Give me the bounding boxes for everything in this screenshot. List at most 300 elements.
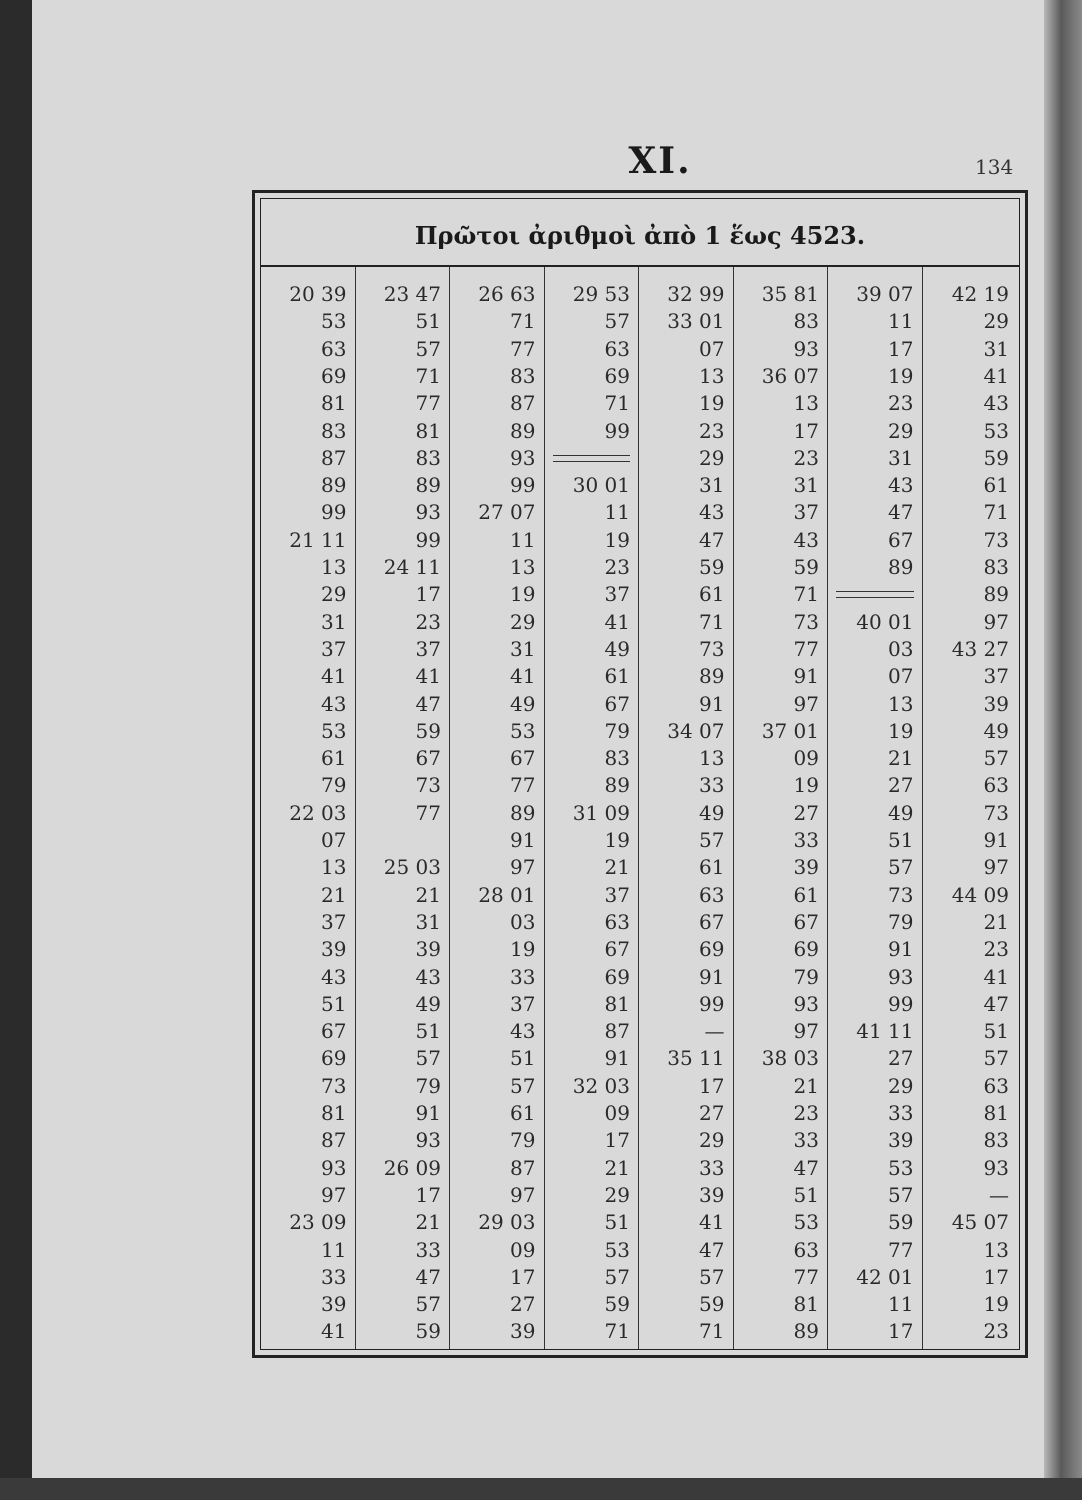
prime-cell: 81 — [983, 1101, 1009, 1125]
prime-cell: 89 — [510, 800, 536, 825]
prime-cell: 93 — [415, 1128, 441, 1153]
prime-cell: 67 — [699, 909, 725, 934]
prime-cell: 97 — [983, 609, 1009, 634]
prime-cell: 47 — [699, 1237, 725, 1262]
table-column-5 — [639, 267, 734, 1349]
prime-cell: 33 — [793, 828, 819, 852]
prime-cell: 79 — [510, 1128, 536, 1153]
prime-cell: 47 — [983, 991, 1009, 1016]
prime-cell: 73 — [793, 609, 819, 634]
prime-cell: 39 — [321, 1292, 347, 1317]
prime-cell: 77 — [793, 1264, 819, 1289]
prime-cell: 97 — [983, 855, 1009, 880]
prime-cell: 59 — [415, 718, 441, 743]
prime-cell: 59 — [699, 555, 725, 579]
prime-cell: 25 03 — [383, 855, 441, 880]
prime-cell: 71 — [793, 582, 819, 607]
prime-cell: 73 — [888, 882, 914, 907]
prime-cell: 91 — [699, 691, 725, 716]
prime-cell: 89 — [604, 773, 630, 798]
prime-cell: 83 — [510, 363, 536, 388]
prime-cell: 93 — [510, 445, 536, 470]
prime-cell: 89 — [510, 418, 536, 443]
prime-cell: 67 — [793, 909, 819, 934]
prime-cell: 21 — [888, 746, 914, 771]
prime-cell: 99 — [604, 418, 630, 443]
prime-cell: 57 — [983, 1046, 1009, 1071]
page-number: 134 — [975, 155, 1014, 179]
prime-cell: 40 01 — [856, 609, 914, 634]
table-column-2 — [356, 267, 451, 1349]
prime-cell: 29 — [888, 1073, 914, 1098]
prime-cell: 57 — [888, 855, 914, 880]
prime-cell: 23 — [983, 1319, 1009, 1344]
prime-cell: 51 — [604, 1210, 630, 1235]
prime-cell: 03 — [510, 909, 536, 934]
prime-cell: 37 — [604, 582, 630, 607]
prime-cell: 24 11 — [383, 555, 441, 579]
page-edge — [1044, 0, 1082, 1500]
prime-cell: 97 — [321, 1182, 347, 1207]
prime-cell: 87 — [321, 445, 347, 470]
table-inner-border — [260, 198, 1020, 1350]
prime-cell: 83 — [983, 1128, 1009, 1153]
prime-cell: 22 03 — [289, 800, 347, 825]
prime-cell: 61 — [983, 473, 1009, 498]
prime-cell: 67 — [604, 691, 630, 716]
prime-cell: 81 — [793, 1292, 819, 1317]
prime-cell: 69 — [321, 1046, 347, 1071]
prime-cell: 21 — [983, 909, 1009, 934]
prime-cell: 69 — [793, 937, 819, 962]
prime-cell: 29 — [604, 1182, 630, 1207]
prime-cell: 23 09 — [289, 1210, 347, 1235]
prime-cell: 09 — [604, 1101, 630, 1125]
prime-cell: 77 — [888, 1237, 914, 1262]
prime-cell: 17 — [983, 1264, 1009, 1289]
prime-cell: 97 — [793, 1019, 819, 1044]
prime-cell: 19 — [888, 718, 914, 743]
prime-cell: 71 — [699, 609, 725, 634]
prime-cell: 39 — [321, 937, 347, 962]
prime-cell: 23 — [983, 937, 1009, 962]
prime-cell: 63 — [604, 909, 630, 934]
prime-cell: 61 — [793, 882, 819, 907]
prime-cell: 83 — [604, 746, 630, 771]
prime-cell: 49 — [888, 800, 914, 825]
prime-cell: 61 — [699, 855, 725, 880]
prime-cell: 59 — [415, 1319, 441, 1344]
prime-cell: 83 — [415, 445, 441, 470]
prime-cell: 71 — [510, 309, 536, 334]
prime-cell: 91 — [793, 664, 819, 689]
prime-cell: 26 09 — [383, 1155, 441, 1180]
prime-cell: 47 — [793, 1155, 819, 1180]
prime-cell: 57 — [699, 1264, 725, 1289]
prime-table — [252, 190, 1028, 1358]
prime-cell: 73 — [321, 1073, 347, 1098]
prime-cell: 91 — [604, 1046, 630, 1071]
prime-cell: 69 — [699, 937, 725, 962]
prime-cell: 28 01 — [478, 882, 536, 907]
prime-cell: 91 — [415, 1101, 441, 1125]
prime-cell: 26 63 — [478, 282, 536, 306]
prime-cell: 43 — [793, 527, 819, 552]
prime-cell: 71 — [415, 363, 441, 388]
prime-cell: 31 09 — [572, 800, 630, 825]
prime-cell: 41 — [604, 609, 630, 634]
prime-cell: 33 — [888, 1101, 914, 1125]
table-column-3 — [450, 267, 545, 1349]
prime-cell: 23 47 — [383, 282, 441, 306]
prime-cell: 13 — [793, 391, 819, 416]
prime-cell: 73 — [983, 800, 1009, 825]
prime-cell: 32 99 — [667, 282, 725, 306]
prime-cell: 97 — [793, 691, 819, 716]
prime-cell: 73 — [699, 636, 725, 661]
prime-cell: 49 — [699, 800, 725, 825]
prime-cell: 71 — [604, 391, 630, 416]
prime-cell: 63 — [699, 882, 725, 907]
prime-cell: 77 — [510, 773, 536, 798]
prime-cell: 33 — [321, 1264, 347, 1289]
prime-cell: 63 — [793, 1237, 819, 1262]
prime-cell: 59 — [983, 445, 1009, 470]
prime-cell: 41 — [321, 664, 347, 689]
prime-cell: 23 — [415, 609, 441, 634]
prime-cell: 51 — [888, 828, 914, 852]
prime-cell: 43 — [321, 964, 347, 989]
prime-cell: 77 — [793, 636, 819, 661]
prime-cell: 41 — [983, 363, 1009, 388]
prime-cell: 17 — [604, 1128, 630, 1153]
prime-cell: 29 — [510, 609, 536, 634]
prime-cell: 27 07 — [478, 500, 536, 525]
prime-cell: 37 — [415, 636, 441, 661]
prime-cell: 53 — [793, 1210, 819, 1235]
prime-cell: 91 — [888, 937, 914, 962]
prime-cell: 39 — [699, 1182, 725, 1207]
prime-cell: 39 07 — [856, 282, 914, 306]
prime-cell: 37 01 — [761, 718, 819, 743]
prime-cell: 93 — [793, 336, 819, 361]
prime-cell: 19 — [888, 363, 914, 388]
prime-cell: 20 39 — [289, 282, 347, 306]
prime-cell: 53 — [510, 718, 536, 743]
prime-cell: 43 — [983, 391, 1009, 416]
prime-cell: 59 — [699, 1292, 725, 1317]
prime-cell: 37 — [793, 500, 819, 525]
prime-cell: 11 — [604, 500, 630, 525]
prime-cell: — — [989, 1182, 1009, 1207]
prime-cell: 19 — [983, 1292, 1009, 1317]
prime-cell: 13 — [983, 1237, 1009, 1262]
prime-cell: 43 — [321, 691, 347, 716]
prime-cell: 73 — [983, 527, 1009, 552]
prime-cell: 77 — [415, 391, 441, 416]
prime-cell: 43 — [510, 1019, 536, 1044]
prime-cell: 49 — [604, 636, 630, 661]
prime-cell: 93 — [321, 1155, 347, 1180]
prime-cell: 53 — [983, 418, 1009, 443]
prime-cell: 47 — [699, 527, 725, 552]
page-bottom-edge — [0, 1478, 1082, 1500]
prime-cell: 57 — [415, 1046, 441, 1071]
prime-cell: 69 — [604, 964, 630, 989]
prime-cell: 97 — [510, 1182, 536, 1207]
prime-cell: 79 — [888, 909, 914, 934]
prime-cell: 23 — [793, 445, 819, 470]
prime-cell: 87 — [604, 1019, 630, 1044]
prime-cell: 71 — [604, 1319, 630, 1344]
prime-cell: 59 — [888, 1210, 914, 1235]
prime-cell: 42 01 — [856, 1264, 914, 1289]
prime-cell: 33 — [510, 964, 536, 989]
prime-cell: 53 — [321, 309, 347, 334]
prime-cell: 43 27 — [951, 636, 1009, 661]
prime-cell: 57 — [604, 309, 630, 334]
prime-cell: 39 — [510, 1319, 536, 1344]
prime-cell: 39 — [793, 855, 819, 880]
prime-cell: 47 — [415, 1264, 441, 1289]
prime-cell: 51 — [321, 991, 347, 1016]
prime-cell: 37 — [604, 882, 630, 907]
prime-cell: 11 — [510, 527, 536, 552]
prime-cell: 51 — [793, 1182, 819, 1207]
prime-cell: 37 — [983, 664, 1009, 689]
prime-cell: 61 — [321, 746, 347, 771]
prime-cell: 33 01 — [667, 309, 725, 334]
prime-cell: 89 — [983, 582, 1009, 607]
prime-cell: 31 — [888, 445, 914, 470]
prime-cell: 67 — [415, 746, 441, 771]
prime-cell: 33 — [415, 1237, 441, 1262]
prime-cell: 29 03 — [478, 1210, 536, 1235]
prime-cell: 67 — [321, 1019, 347, 1044]
prime-cell: 19 — [699, 391, 725, 416]
prime-cell: 79 — [321, 773, 347, 798]
prime-cell: 37 — [321, 909, 347, 934]
prime-cell: 97 — [510, 855, 536, 880]
table-column-1 — [261, 267, 356, 1349]
prime-cell: 47 — [415, 691, 441, 716]
prime-cell: 29 — [699, 1128, 725, 1153]
prime-cell: 43 — [888, 473, 914, 498]
prime-cell: 44 09 — [951, 882, 1009, 907]
prime-cell: 17 — [699, 1073, 725, 1098]
prime-cell: 27 — [888, 1046, 914, 1071]
prime-cell: 57 — [604, 1264, 630, 1289]
prime-cell: 81 — [604, 991, 630, 1016]
chapter-heading: XI. — [628, 140, 692, 182]
prime-cell: 17 — [415, 1182, 441, 1207]
prime-cell: 53 — [888, 1155, 914, 1180]
prime-cell: 07 — [888, 664, 914, 689]
prime-cell: 81 — [321, 1101, 347, 1125]
prime-cell: 31 — [415, 909, 441, 934]
prime-cell: 29 — [699, 445, 725, 470]
prime-cell: 21 — [415, 882, 441, 907]
prime-cell: 67 — [888, 527, 914, 552]
prime-cell: 99 — [510, 473, 536, 498]
prime-cell: 41 — [510, 664, 536, 689]
prime-cell: 27 — [793, 800, 819, 825]
prime-cell: 19 — [604, 527, 630, 552]
prime-cell: 23 — [699, 418, 725, 443]
prime-cell: 87 — [510, 1155, 536, 1180]
prime-cell: 41 — [415, 664, 441, 689]
prime-cell: 19 — [510, 582, 536, 607]
prime-cell: 91 — [510, 828, 536, 852]
prime-cell: 61 — [604, 664, 630, 689]
prime-cell: 31 — [793, 473, 819, 498]
prime-cell: 51 — [415, 1019, 441, 1044]
prime-cell: 17 — [888, 336, 914, 361]
prime-cell: 19 — [510, 937, 536, 962]
prime-cell: 31 — [699, 473, 725, 498]
prime-cell: 29 53 — [572, 282, 630, 306]
prime-cell: 89 — [793, 1319, 819, 1344]
prime-cell: 17 — [510, 1264, 536, 1289]
prime-cell: 07 — [699, 336, 725, 361]
prime-cell: 89 — [321, 473, 347, 498]
prime-cell: 27 — [888, 773, 914, 798]
table-column-8 — [923, 267, 1018, 1349]
prime-cell: 89 — [888, 555, 914, 579]
prime-cell: 31 — [983, 336, 1009, 361]
prime-cell: 51 — [510, 1046, 536, 1071]
prime-cell: 71 — [983, 500, 1009, 525]
prime-cell: 19 — [793, 773, 819, 798]
table-column-6 — [734, 267, 829, 1349]
prime-cell: 51 — [415, 309, 441, 334]
prime-cell: 69 — [604, 363, 630, 388]
double-rule — [553, 455, 631, 462]
prime-cell: 23 — [604, 555, 630, 579]
prime-cell: 36 07 — [761, 363, 819, 388]
prime-cell: 87 — [510, 391, 536, 416]
prime-cell: 41 — [699, 1210, 725, 1235]
prime-cell: 79 — [793, 964, 819, 989]
prime-cell: 79 — [415, 1073, 441, 1098]
prime-cell: 34 07 — [667, 718, 725, 743]
prime-cell: 57 — [415, 1292, 441, 1317]
prime-cell: 47 — [888, 500, 914, 525]
prime-cell: 37 — [510, 991, 536, 1016]
prime-cell: 13 — [699, 746, 725, 771]
prime-cell: 93 — [793, 991, 819, 1016]
table-column-7 — [828, 267, 923, 1349]
prime-cell: 57 — [888, 1182, 914, 1207]
prime-cell: 11 — [888, 309, 914, 334]
prime-cell: 43 — [415, 964, 441, 989]
prime-cell: 32 03 — [572, 1073, 630, 1098]
prime-cell: 67 — [510, 746, 536, 771]
prime-cell: 33 — [793, 1128, 819, 1153]
prime-cell: 93 — [888, 964, 914, 989]
prime-cell: 21 11 — [289, 527, 347, 552]
prime-cell: 93 — [415, 500, 441, 525]
prime-cell: 35 81 — [761, 282, 819, 306]
prime-cell: 21 — [321, 882, 347, 907]
prime-cell: 77 — [415, 800, 441, 825]
prime-cell: 38 03 — [761, 1046, 819, 1071]
prime-cell: 17 — [415, 582, 441, 607]
prime-cell: 41 — [321, 1319, 347, 1344]
prime-cell: 61 — [510, 1101, 536, 1125]
prime-cell: 30 01 — [572, 473, 630, 498]
prime-cell: 63 — [321, 336, 347, 361]
prime-cell: 33 — [699, 1155, 725, 1180]
prime-cell: 13 — [699, 363, 725, 388]
prime-cell: 41 11 — [856, 1019, 914, 1044]
prime-cell: 17 — [793, 418, 819, 443]
prime-cell: 09 — [793, 746, 819, 771]
prime-cell: 57 — [510, 1073, 536, 1098]
prime-cell: 21 — [415, 1210, 441, 1235]
prime-cell: 57 — [699, 828, 725, 852]
prime-cell: 87 — [321, 1128, 347, 1153]
prime-cell: 33 — [699, 773, 725, 798]
prime-cell: 13 — [321, 855, 347, 880]
prime-cell: 91 — [983, 828, 1009, 852]
prime-cell: 13 — [321, 555, 347, 579]
prime-cell: 77 — [510, 336, 536, 361]
prime-cell: 67 — [604, 937, 630, 962]
prime-cell: 99 — [321, 500, 347, 525]
prime-cell: 23 — [888, 391, 914, 416]
prime-cell: 29 — [321, 582, 347, 607]
table-columns — [261, 267, 1019, 1349]
prime-cell: 13 — [510, 555, 536, 579]
prime-cell: 63 — [983, 773, 1009, 798]
prime-cell: 35 11 — [667, 1046, 725, 1071]
prime-cell: 83 — [983, 555, 1009, 579]
prime-cell: 71 — [699, 1319, 725, 1344]
prime-cell: 49 — [510, 691, 536, 716]
prime-cell: 81 — [321, 391, 347, 416]
prime-cell: 39 — [888, 1128, 914, 1153]
prime-cell: 81 — [415, 418, 441, 443]
prime-cell: 39 — [983, 691, 1009, 716]
prime-cell: 27 — [699, 1101, 725, 1125]
prime-cell: 03 — [888, 636, 914, 661]
prime-cell: — — [704, 1019, 725, 1044]
prime-cell: 21 — [604, 855, 630, 880]
prime-cell: 83 — [321, 418, 347, 443]
prime-cell: 17 — [888, 1319, 914, 1344]
prime-cell: 31 — [510, 636, 536, 661]
prime-cell: 53 — [321, 718, 347, 743]
prime-cell: 61 — [699, 582, 725, 607]
prime-cell: 45 07 — [951, 1210, 1009, 1235]
prime-cell: 49 — [415, 991, 441, 1016]
prime-cell: 41 — [983, 964, 1009, 989]
prime-cell: 59 — [604, 1292, 630, 1317]
prime-cell: 93 — [983, 1155, 1009, 1180]
prime-cell: 89 — [415, 473, 441, 498]
prime-cell: 29 — [888, 418, 914, 443]
prime-cell: 91 — [699, 964, 725, 989]
prime-cell: 53 — [604, 1237, 630, 1262]
prime-cell: 11 — [888, 1292, 914, 1317]
prime-cell: 19 — [604, 828, 630, 852]
prime-cell: 99 — [699, 991, 725, 1016]
prime-cell: 59 — [793, 555, 819, 579]
prime-cell: 37 — [321, 636, 347, 661]
prime-cell: 51 — [983, 1019, 1009, 1044]
table-title: Πρῶτοι ἀριθμοὶ ἀπὸ 1 ἕως 4523. — [261, 199, 1019, 267]
